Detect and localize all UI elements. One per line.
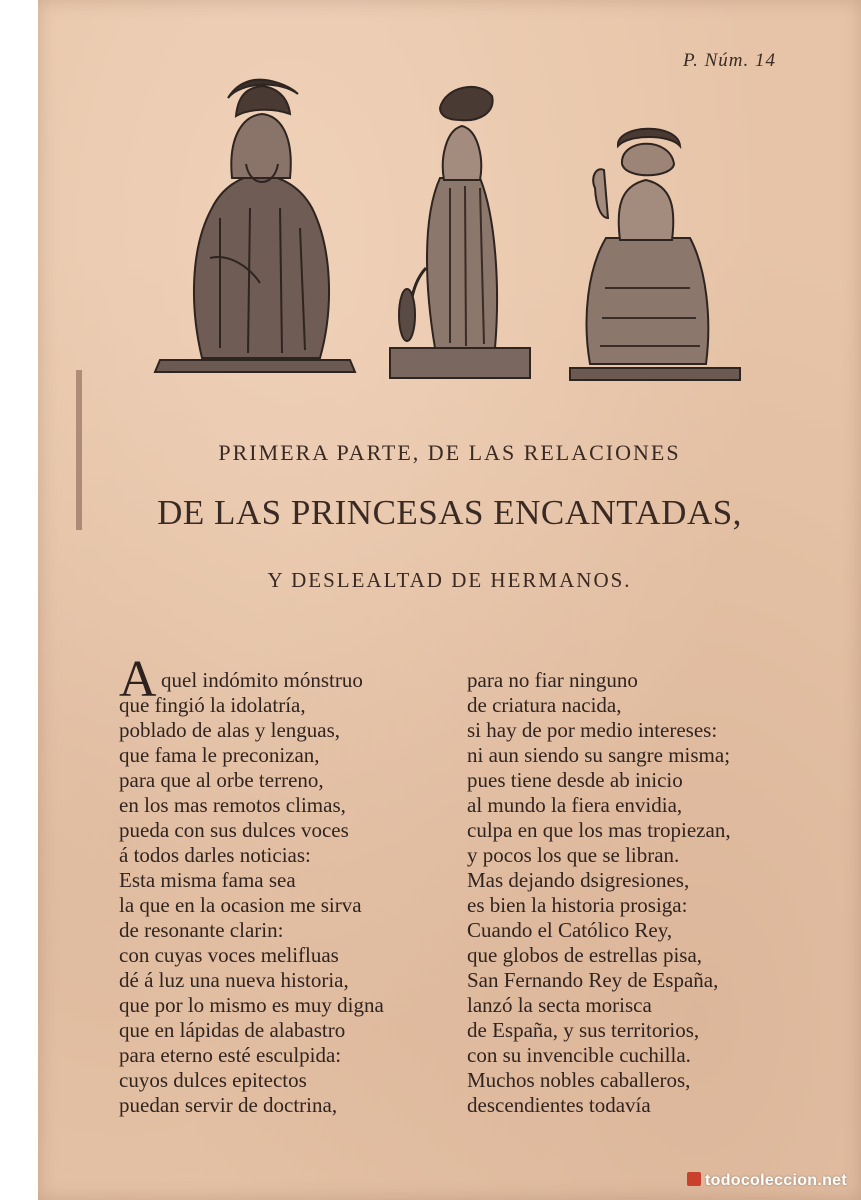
verse-line: al mundo la fiera envidia,	[467, 793, 683, 817]
verse-line: es bien la historia prosiga:	[467, 893, 688, 917]
verse-line: pueda con sus dulces voces	[119, 818, 349, 842]
verse-line: á todos darles noticias:	[119, 843, 311, 867]
verse-line: que fama le preconizan,	[119, 743, 320, 767]
page-number: P. Núm. 14	[682, 50, 776, 71]
site-watermark	[687, 1172, 847, 1190]
title-line-2: DE LAS PRINCESAS ENCANTADAS,	[157, 493, 742, 532]
king-woodcut	[155, 80, 355, 372]
verse-line: la que en la ocasion me sirva	[119, 893, 362, 917]
verse-line: que por lo mismo es muy digna	[119, 993, 384, 1017]
verse-line: ni aun siendo su sangre misma;	[467, 743, 731, 767]
verse-line: que globos de estrellas pisa,	[467, 943, 703, 967]
lady-woodcut	[390, 87, 530, 378]
verse-line: en los mas remotos climas,	[119, 793, 346, 817]
title-line-1: PRIMERA PARTE, DE LAS RELACIONES	[218, 440, 681, 465]
verse-line: con su invencible cuchilla.	[467, 1043, 691, 1067]
woodcut-illustrations	[150, 68, 750, 388]
verse-column-left	[119, 668, 449, 1118]
princess-woodcut	[570, 129, 740, 380]
verse-line: para eterno esté esculpida:	[119, 1043, 342, 1067]
verse-line: puedan servir de doctrina,	[119, 1093, 338, 1117]
verse-line: San Fernando Rey de España,	[467, 968, 719, 992]
verse-line: lanzó la secta morisca	[467, 993, 652, 1017]
verse-line: quel indómito mónstruo	[161, 668, 363, 692]
verse-line: dé á luz una nueva historia,	[119, 968, 349, 992]
verse-line: Cuando el Católico Rey,	[467, 918, 673, 942]
title-line-3: Y DESLEALTAD DE HERMANOS.	[267, 568, 632, 592]
watermark-text: todocoleccion.net	[705, 1172, 847, 1189]
verse-line: con cuyas voces melifluas	[119, 943, 339, 967]
verse-line: para que al orbe terreno,	[119, 768, 324, 792]
verse-line: cuyos dulces epitectos	[119, 1068, 307, 1092]
verse-line: poblado de alas y lenguas,	[119, 718, 341, 742]
verse-column-right	[467, 668, 797, 1118]
verse-line: descendientes todavía	[467, 1093, 651, 1117]
verse-line: de criatura nacida,	[467, 693, 622, 717]
verse-line: que en lápidas de alabastro	[119, 1018, 346, 1042]
verse-line: culpa en que los mas tropiezan,	[467, 818, 731, 842]
verse-line: para no fiar ninguno	[467, 668, 638, 692]
brand-logo-icon	[687, 1172, 701, 1186]
verse-line: de España, y sus territorios,	[467, 1018, 700, 1042]
verse-line: pues tiene desde ab inicio	[467, 768, 683, 792]
verse-line: de resonante clarin:	[119, 918, 284, 942]
verse-line: y pocos los que se libran.	[467, 843, 680, 867]
verse-line: que fingió la idolatría,	[119, 693, 306, 717]
verse-line: Esta misma fama sea	[119, 868, 296, 892]
verse-line: si hay de por medio intereses:	[467, 718, 718, 742]
verse-line: Mas dejando dsigresiones,	[467, 868, 690, 892]
drop-cap: A	[119, 651, 157, 708]
verse-line: Muchos nobles caballeros,	[467, 1068, 691, 1092]
